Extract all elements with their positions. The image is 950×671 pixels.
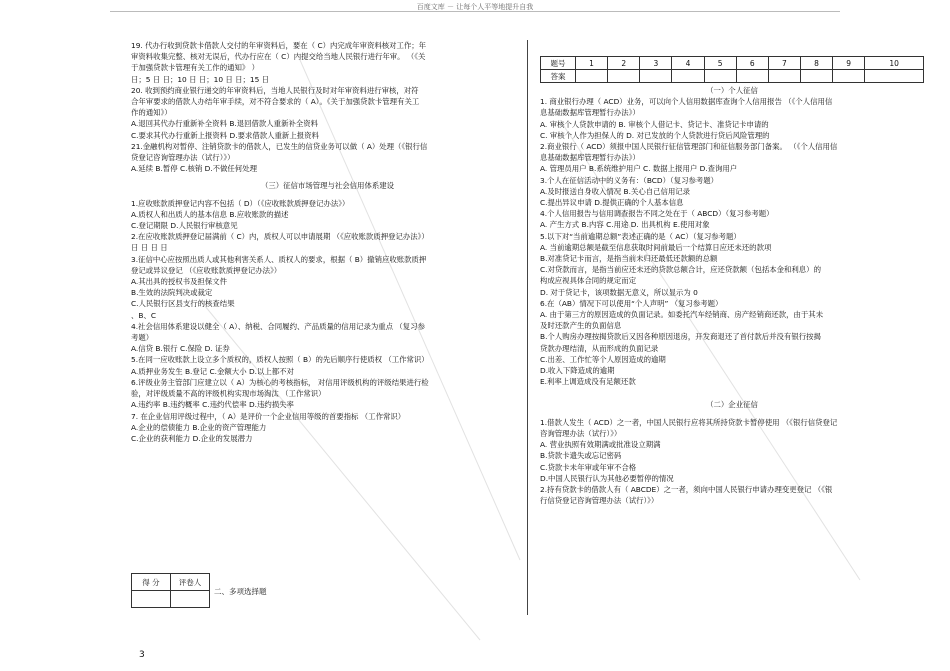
question-text-line: 考题） bbox=[131, 333, 154, 343]
answer-table-number-cell: 3 bbox=[640, 57, 672, 70]
question-text-line: 20. 收到预约商业银行递交的年审资料后，当地人民银行及时对年审资料进行审核，对符 bbox=[131, 85, 419, 95]
question-text-line: A.其出具的授权书及担保文件 bbox=[131, 277, 227, 287]
score-label: 得 分 bbox=[132, 574, 171, 591]
question-text-line: B.对准贷记卡而言，是指当前未归还最低还款额的总额 bbox=[540, 254, 718, 264]
grader-label: 评卷人 bbox=[171, 574, 210, 591]
question-text-line: 审资料收集完整、核对无误后，代办行应在（ C）内提交给当地人民银行进行年审。 （《关 bbox=[131, 52, 426, 62]
answer-cell[interactable] bbox=[736, 70, 768, 83]
answer-table bbox=[540, 56, 924, 83]
question-text-line: A.企业的偿债能力 B.企业的资产管理能力 bbox=[131, 422, 267, 432]
question-text-line: 1.借款人发生（ ACD）之一者，中国人民银行应将其所持贷款卡暂停使用 （《银行信贷登记 bbox=[540, 417, 838, 427]
question-text-line: C.要求其代办行重新上报资料 D.要求借款人重新上报资料 bbox=[131, 130, 319, 140]
question-text-line: D.收入下降造成的逾期 bbox=[540, 366, 615, 376]
answer-table-answer-row bbox=[541, 70, 924, 83]
question-text-line: A.及时报送自身收入情况 B.关心自己信用记录 bbox=[540, 186, 691, 196]
question-text-line: 咨询管理办法（试行）》） bbox=[540, 428, 622, 438]
answer-cell[interactable] bbox=[672, 70, 704, 83]
page-header: 百度文库 － 让每个人平等地提升自我 bbox=[416, 3, 534, 11]
question-text-line: C.提出异议申请 D.提供正确的个人基本信息 bbox=[540, 198, 684, 208]
question-text-line: A.信贷 B.银行 C.保险 D. 证券 bbox=[131, 344, 230, 354]
answer-table-number-cell: 2 bbox=[608, 57, 640, 70]
left-column bbox=[131, 40, 524, 444]
question-text-line: 4.个人信用报告与信用调查报告不同之处在于（ ABCD）（复习参考题） bbox=[540, 209, 774, 219]
question-text-line: 6.在（AB）情况下可以使用“个人声明” （复习参考题） bbox=[540, 298, 723, 308]
column-divider bbox=[527, 40, 528, 615]
answer-cell[interactable] bbox=[608, 70, 640, 83]
answer-table-header-label: 题号 bbox=[541, 57, 576, 70]
question-text-line: B.贷款卡遗失或忘记密码 bbox=[540, 451, 622, 461]
question-text-line: 19. 代办行收到贷款卡借款人交付的年审资料后，要在（ C）内完成年审资料核对工作；年 bbox=[131, 41, 427, 50]
answer-row-label: 答案 bbox=[541, 70, 576, 83]
answer-cell[interactable] bbox=[833, 70, 865, 83]
question-text-line: D. 对于贷记卡，该项数据无意义，所以显示为 0 bbox=[540, 287, 698, 297]
question-text-line: A. 产生方式 B.内容 C.用途 D. 出具机构 E.使用对象 bbox=[540, 220, 710, 230]
answer-table-number-cell: 1 bbox=[576, 57, 608, 70]
question-text-line: 息基础数据库管理暂行办法》） bbox=[540, 153, 640, 163]
question-text-line: A.质权人和出质人的基本信息 B.应收账款的描述 bbox=[131, 209, 289, 219]
score-table bbox=[131, 573, 210, 608]
question-text-line: 5.在同一应收账款上设立多个质权的，质权人按照（ B）的先后顺序行使质权 （工作常识） bbox=[131, 355, 429, 365]
question-text-line: A.违约率 B.违约概率 C.违约代偿率 D.违约损失率 bbox=[131, 400, 294, 410]
question-text-line: 构成应视具体合同的规定而定 bbox=[540, 276, 637, 286]
question-text-line: 3.个人在征信活动中的义务有：（BCD）（复习参考题） bbox=[540, 175, 719, 185]
answer-cell[interactable] bbox=[800, 70, 832, 83]
question-text-line: A.延续 B.暂停 C.核销 D.不做任何处理 bbox=[131, 164, 257, 174]
question-text-line: 验，对评级质量不高的评级机构实现市场淘汰 （工作常识） bbox=[131, 389, 326, 399]
question-text-line: A. 管理员用户 B.系统维护用户 C. 数据上报用户 D.查询用户 bbox=[540, 164, 738, 174]
question-text-line: 2.商业银行（ ACD）须报中国人民银行征信管理部门和征信服务部门备案。 （《个人信用信 bbox=[540, 142, 838, 152]
answer-table-number-cell: 8 bbox=[800, 57, 832, 70]
question-text-line: B.个人购房办理按揭贷款后又因各种原因退房，开发商退还了首付款后并没有银行按揭 bbox=[540, 332, 821, 342]
question-text-line: 5.以下对“当前逾期总额”表述正确的是（ AC）（复习参考题） bbox=[540, 231, 741, 241]
question-text-line: C.企业的获利能力 D.企业的发展潜力 bbox=[131, 433, 253, 443]
answer-cell[interactable] bbox=[704, 70, 736, 83]
question-text-line: D.中国人民银行认为其他必要暂停的情况 bbox=[540, 473, 674, 483]
question-text-line: 合年审要求的借款人办结年审手续，对不符合要求的（ A）。《关于加强贷款卡管理有关工 bbox=[131, 97, 420, 107]
question-text-line: 息基础数据库管理暂行办法》） bbox=[540, 108, 640, 118]
left-question-block-2 bbox=[131, 198, 524, 444]
right-question-block-2 bbox=[540, 417, 924, 507]
question-text-line: 日 日 日 日 bbox=[131, 243, 168, 253]
question-text-line: 及时还款产生的负面信息 bbox=[540, 321, 622, 331]
answer-table-number-cell: 4 bbox=[672, 57, 704, 70]
question-text-line: 作的通知》） bbox=[131, 108, 172, 118]
question-text-line: 21.金融机构对暂停、注销贷款卡的借款人，已发生的信贷业务可以做（ A）处理（《银行信 bbox=[131, 141, 428, 151]
question-text-line: 登记或异议登记 （《应收账款质押登记办法》） bbox=[131, 265, 282, 275]
question-text-line: 于加强贷款卡管理有关工作的通知》 ） bbox=[131, 63, 259, 73]
answer-cell[interactable] bbox=[640, 70, 672, 83]
question-text-line: 行信贷登记咨询管理办法（试行）》） bbox=[540, 496, 659, 506]
question-text-line: C.对贷款而言，是指当前应还未还的贷款总额合计，应还贷款额（包括本金和利息）的 bbox=[540, 265, 821, 275]
question-text-line: 3.征信中心应按照出质人或其他利害关系人、质权人的要求，根据（ B）撤销应收账款质押 bbox=[131, 254, 427, 264]
question-text-line: 2.在应收账款质押登记届满前（ C）内，质权人可以申请展期 （《应收账款质押登记办法》） bbox=[131, 232, 429, 242]
question-text-line: C.登记期限 D.人民银行审核意见 bbox=[131, 221, 238, 231]
answer-table-number-cell: 5 bbox=[704, 57, 736, 70]
question-text-line: 贷款办理结清，从而形成的负面记录 bbox=[540, 343, 659, 353]
section-heading-market: （三）征信市场管理与社会信用体系建设 bbox=[260, 181, 395, 191]
question-text-line: A. 营业执照有效期满或批准设立期满 bbox=[540, 440, 661, 450]
right-question-block-1 bbox=[540, 96, 924, 387]
question-text-line: A. 当前逾期总额是截至信息获取时间前最后一个结算日应还未还的款项 bbox=[540, 242, 772, 252]
question-text-line: E.利率上调造成没有足额还款 bbox=[540, 377, 636, 387]
question-text-line: A. 由于第三方的原因造成的负面记录。如委托汽车经销商、房产经销商还款，由于其未 bbox=[540, 310, 824, 320]
header-divider bbox=[110, 11, 840, 12]
grader-cell[interactable] bbox=[171, 591, 210, 608]
question-text-line: 1. 商业银行办理（ ACD）业务，可以向个人信用数据库查询个人信用报告 （《个人信用信 bbox=[540, 97, 833, 107]
answer-cell[interactable] bbox=[576, 70, 608, 83]
section-heading-personal: （一）个人征信 bbox=[706, 86, 758, 95]
answer-table-number-cell: 6 bbox=[736, 57, 768, 70]
question-text-line: C.人民银行区县支行的核查结果 bbox=[131, 299, 235, 309]
question-text-line: 4.社会信用体系建设以健全（ A）、纳税、合同履约、产品质量的信用记录为重点 （复习参 bbox=[131, 321, 425, 331]
answer-table-number-cell: 10 bbox=[865, 57, 924, 70]
question-text-line: 日；5 日 日；10 日 日；10 日 日；15 日 bbox=[131, 74, 270, 84]
score-cell[interactable] bbox=[132, 591, 171, 608]
question-text-line: C.贷款卡未年审或年审不合格 bbox=[540, 462, 637, 472]
question-text-line: 6.评级业务主管部门应建立以（ A）为核心的考核指标， 对信用评级机构的评级结果进行检 bbox=[131, 377, 429, 387]
answer-cell[interactable] bbox=[865, 70, 924, 83]
question-text-line: 1.应收账款质押登记内容不包括（ D）（《应收账款质押登记办法》） bbox=[131, 198, 350, 208]
answer-table-number-cell: 7 bbox=[768, 57, 800, 70]
answer-table-number-row bbox=[541, 57, 924, 70]
question-text-line: A. 审核个人贷款申请的 B. 审核个人借记卡、贷记卡、准贷记卡申请的 bbox=[540, 119, 769, 129]
answer-cell[interactable] bbox=[768, 70, 800, 83]
right-column bbox=[540, 85, 924, 506]
question-text-line: 2.持有贷款卡的借款人有（ ABCDE）之一者，须向中国人民银行申请办理变更登记 （《银 bbox=[540, 484, 833, 494]
answer-table-number-cell: 9 bbox=[833, 57, 865, 70]
left-question-block-1 bbox=[131, 40, 524, 174]
question-text-line: B.生效的法院判决或裁定 bbox=[131, 288, 213, 298]
question-text-line: 、B、C bbox=[131, 310, 157, 320]
question-text-line: 7. 在企业信用评级过程中，（ A）是评价一个企业信用等级的首要指标 （工作常识） bbox=[131, 411, 406, 421]
question-text-line: C. 审核个人作为担保人的 D. 对已发放的个人贷款进行贷后风险管理的 bbox=[540, 130, 770, 140]
section-heading-enterprise: （二）企业征信 bbox=[706, 400, 758, 410]
question-text-line: 贷登记咨询管理办法（试行）》） bbox=[131, 153, 235, 163]
multi-choice-title: 二、多项选择题 bbox=[214, 587, 267, 596]
question-text-line: A.质押业务发生 B.登记 C.金额大小 D.以上都不对 bbox=[131, 366, 294, 376]
question-text-line: A.退回其代办行重新补全资料 B.退回借款人重新补全资料 bbox=[131, 119, 319, 129]
question-text-line: C.出差、工作忙等个人原因造成的逾期 bbox=[540, 354, 666, 364]
page-number: 3 bbox=[139, 650, 145, 660]
